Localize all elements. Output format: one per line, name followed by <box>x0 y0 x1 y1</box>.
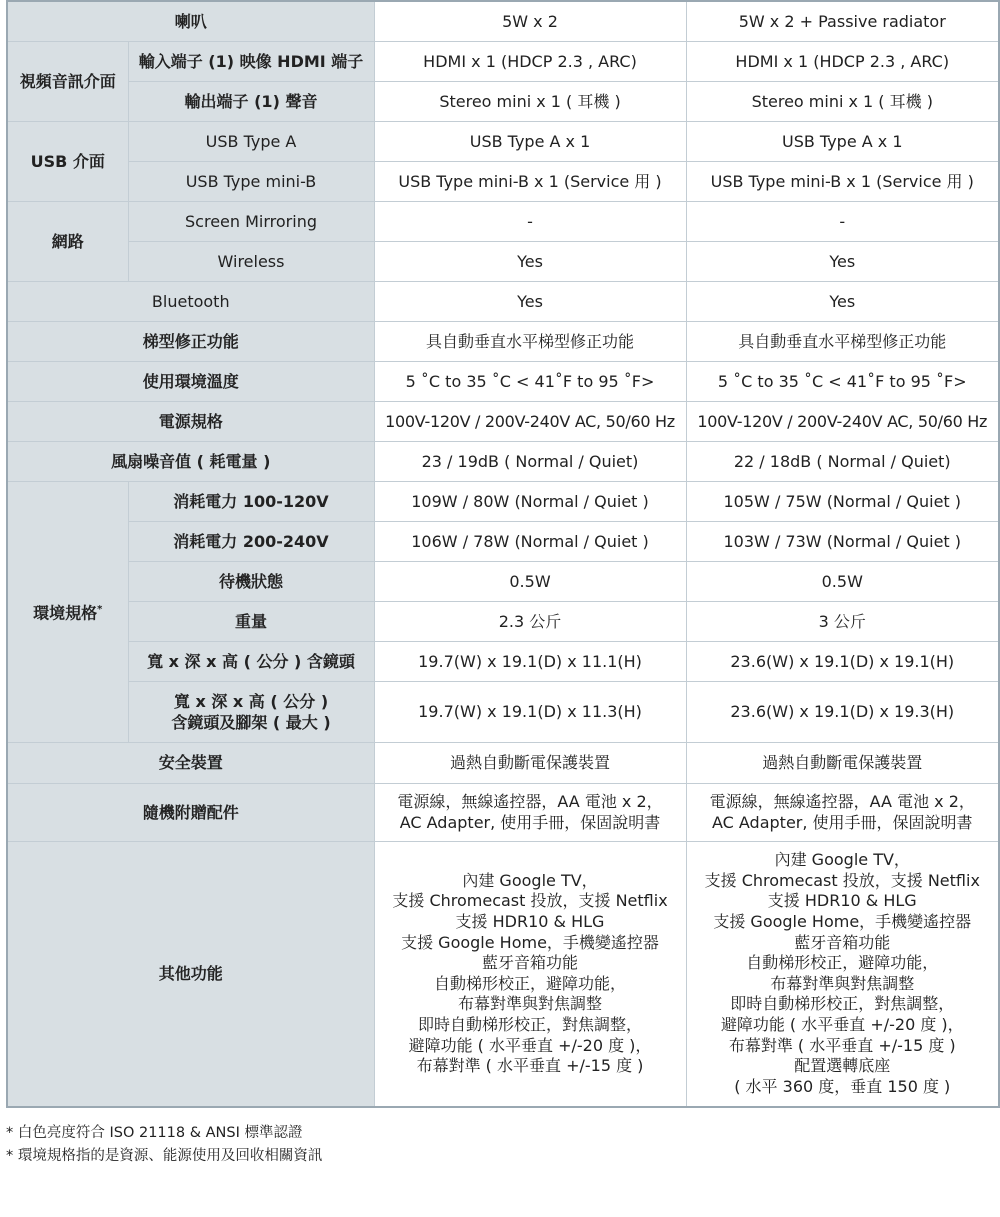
value-safety-1: 過熱自動斷電保護裝置 <box>374 742 686 783</box>
value-bluetooth-2: Yes <box>686 281 999 321</box>
footnote: * 環境規格指的是資源、能源使用及回收相關資訊 <box>6 1148 323 1164</box>
value-dims-stand-2: 23.6(W) x 19.1(D) x 19.3(H) <box>686 681 999 742</box>
value-wireless-2: Yes <box>686 241 999 281</box>
value-other-1: 內建 Google TV， 支援 Chromecast 投放，支援 Netflix 支援 HDR10 & HLG 支援 Google Home，手機變遙控器 藍牙音箱功能 自動梯形校正，避障功能， 布幕對準與對焦調整 即時自動梯形校正，對焦調整， 避障功能 ( 水平垂直 +/-20 度 )， 布幕對準 ( 水平垂直 +/-15 度 ) <box>374 841 686 1107</box>
row-label-usb-type-a: USB Type A <box>128 121 374 161</box>
row-label-power: 電源規格 <box>7 401 374 441</box>
value-standby-2: 0.5W <box>686 561 999 601</box>
value-other-2: 內建 Google TV， 支援 Chromecast 投放，支援 Netflix 支援 HDR10 & HLG 支援 Google Home，手機變遙控器 藍牙音箱功能 自動梯形校正，避障功能， 布幕對準與對焦調整 即時自動梯形校正，對焦調整， 避障功能 ( 水平垂直 +/-20 度 )， 布幕對準 ( 水平垂直 +/-15 度 ) 配置選轉底座 ( 水平 360 度，垂直 150 度 ) <box>686 841 999 1107</box>
value-power-100-1: 109W / 80W (Normal / Quiet ) <box>374 481 686 521</box>
table-row <box>7 121 999 161</box>
row-label-safety: 安全裝置 <box>7 742 374 783</box>
row-label-screen-mirroring: Screen Mirroring <box>128 201 374 241</box>
value-temperature-1: 5 ˚C to 35 ˚C < 41˚F to 95 ˚F> <box>374 361 686 401</box>
value-keystone-2: 具自動垂直水平梯型修正功能 <box>686 321 999 361</box>
value-hdmi-input-2: HDMI x 1 (HDCP 2.3 , ARC) <box>686 41 999 81</box>
table-row <box>7 742 999 783</box>
value-usb-type-a-2: USB Type A x 1 <box>686 121 999 161</box>
value-safety-2: 過熱自動斷電保護裝置 <box>686 742 999 783</box>
table-row <box>7 783 999 841</box>
row-label-keystone: 梯型修正功能 <box>7 321 374 361</box>
group-label-environment <box>7 481 128 742</box>
table-row <box>7 81 999 121</box>
table-row <box>7 601 999 641</box>
footnote: * 白色亮度符合 ISO 21118 & ANSI 標準認證 <box>6 1125 303 1141</box>
value-dims-stand-1: 19.7(W) x 19.1(D) x 11.3(H) <box>374 681 686 742</box>
table-row <box>7 201 999 241</box>
value-bluetooth-1: Yes <box>374 281 686 321</box>
row-label-bluetooth: Bluetooth <box>7 281 374 321</box>
group-label-network: 網路 <box>7 201 128 281</box>
table-row <box>7 361 999 401</box>
group-label-av: 視頻音訊介面 <box>7 41 128 121</box>
row-label-accessories: 隨機附贈配件 <box>7 783 374 841</box>
value-accessories-2: 電源線，無線遙控器，AA 電池 x 2， AC Adapter, 使用手冊，保固說明書 <box>686 783 999 841</box>
table-row <box>7 41 999 81</box>
value-power-1: 100V-120V / 200V-240V AC, 50/60 Hz <box>374 401 686 441</box>
value-keystone-1: 具自動垂直水平梯型修正功能 <box>374 321 686 361</box>
footnote-mark: * <box>97 604 103 616</box>
value-temperature-2: 5 ˚C to 35 ˚C < 41˚F to 95 ˚F> <box>686 361 999 401</box>
value-hdmi-input-1: HDMI x 1 (HDCP 2.3 , ARC) <box>374 41 686 81</box>
value-wireless-1: Yes <box>374 241 686 281</box>
table-row <box>7 521 999 561</box>
row-label-power-200: 消耗電力 200-240V <box>128 521 374 561</box>
value-audio-output-1: Stereo mini x 1 ( 耳機 ) <box>374 81 686 121</box>
row-label-hdmi-input: 輸入端子 (1) 映像 HDMI 端子 <box>128 41 374 81</box>
table-row <box>7 841 999 1107</box>
value-screen-mirroring-2: - <box>686 201 999 241</box>
row-label-fan-noise: 風扇噪音值 ( 耗電量 ) <box>7 441 374 481</box>
row-label-power-100: 消耗電力 100-120V <box>128 481 374 521</box>
value-screen-mirroring-1: - <box>374 201 686 241</box>
row-label-weight: 重量 <box>128 601 374 641</box>
value-weight-1: 2.3 公斤 <box>374 601 686 641</box>
table-row <box>7 481 999 521</box>
value-usb-type-a-1: USB Type A x 1 <box>374 121 686 161</box>
value-accessories-1: 電源線，無線遙控器，AA 電池 x 2， AC Adapter, 使用手冊，保固說明書 <box>374 783 686 841</box>
table-row <box>7 561 999 601</box>
value-weight-2: 3 公斤 <box>686 601 999 641</box>
table-row <box>7 1 999 41</box>
value-power-200-2: 103W / 73W (Normal / Quiet ) <box>686 521 999 561</box>
value-standby-1: 0.5W <box>374 561 686 601</box>
table-row <box>7 321 999 361</box>
group-label-environment-text: 環境規格 <box>33 603 98 623</box>
table-row <box>7 641 999 681</box>
table-row <box>7 401 999 441</box>
value-dims-lens-1: 19.7(W) x 19.1(D) x 11.1(H) <box>374 641 686 681</box>
row-label-other: 其他功能 <box>7 841 374 1107</box>
spec-table <box>6 0 1000 1108</box>
row-label-temperature: 使用環境溫度 <box>7 361 374 401</box>
value-fan-noise-2: 22 / 18dB ( Normal / Quiet) <box>686 441 999 481</box>
row-label-wireless: Wireless <box>128 241 374 281</box>
table-row <box>7 441 999 481</box>
table-row <box>7 161 999 201</box>
value-usb-mini-b-1: USB Type mini-B x 1 (Service 用 ) <box>374 161 686 201</box>
value-dims-lens-2: 23.6(W) x 19.1(D) x 19.1(H) <box>686 641 999 681</box>
value-speaker-1: 5W x 2 <box>374 1 686 41</box>
row-label-audio-output: 輸出端子 (1) 聲音 <box>128 81 374 121</box>
row-label-usb-mini-b: USB Type mini-B <box>128 161 374 201</box>
table-row <box>7 281 999 321</box>
row-label-speaker: 喇叭 <box>7 1 374 41</box>
value-audio-output-2: Stereo mini x 1 ( 耳機 ) <box>686 81 999 121</box>
value-power-200-1: 106W / 78W (Normal / Quiet ) <box>374 521 686 561</box>
value-power-2: 100V-120V / 200V-240V AC, 50/60 Hz <box>686 401 999 441</box>
group-label-usb: USB 介面 <box>7 121 128 201</box>
row-label-standby: 待機狀態 <box>128 561 374 601</box>
row-label-dims-stand: 寬 x 深 x 高 ( 公分 ) 含鏡頭及腳架 ( 最大 ) <box>128 681 374 742</box>
value-speaker-2: 5W x 2 + Passive radiator <box>686 1 999 41</box>
table-row <box>7 681 999 742</box>
table-row <box>7 241 999 281</box>
row-label-dims-lens: 寬 x 深 x 高 ( 公分 ) 含鏡頭 <box>128 641 374 681</box>
value-usb-mini-b-2: USB Type mini-B x 1 (Service 用 ) <box>686 161 999 201</box>
value-power-100-2: 105W / 75W (Normal / Quiet ) <box>686 481 999 521</box>
footnotes <box>6 1122 322 1168</box>
value-fan-noise-1: 23 / 19dB ( Normal / Quiet) <box>374 441 686 481</box>
